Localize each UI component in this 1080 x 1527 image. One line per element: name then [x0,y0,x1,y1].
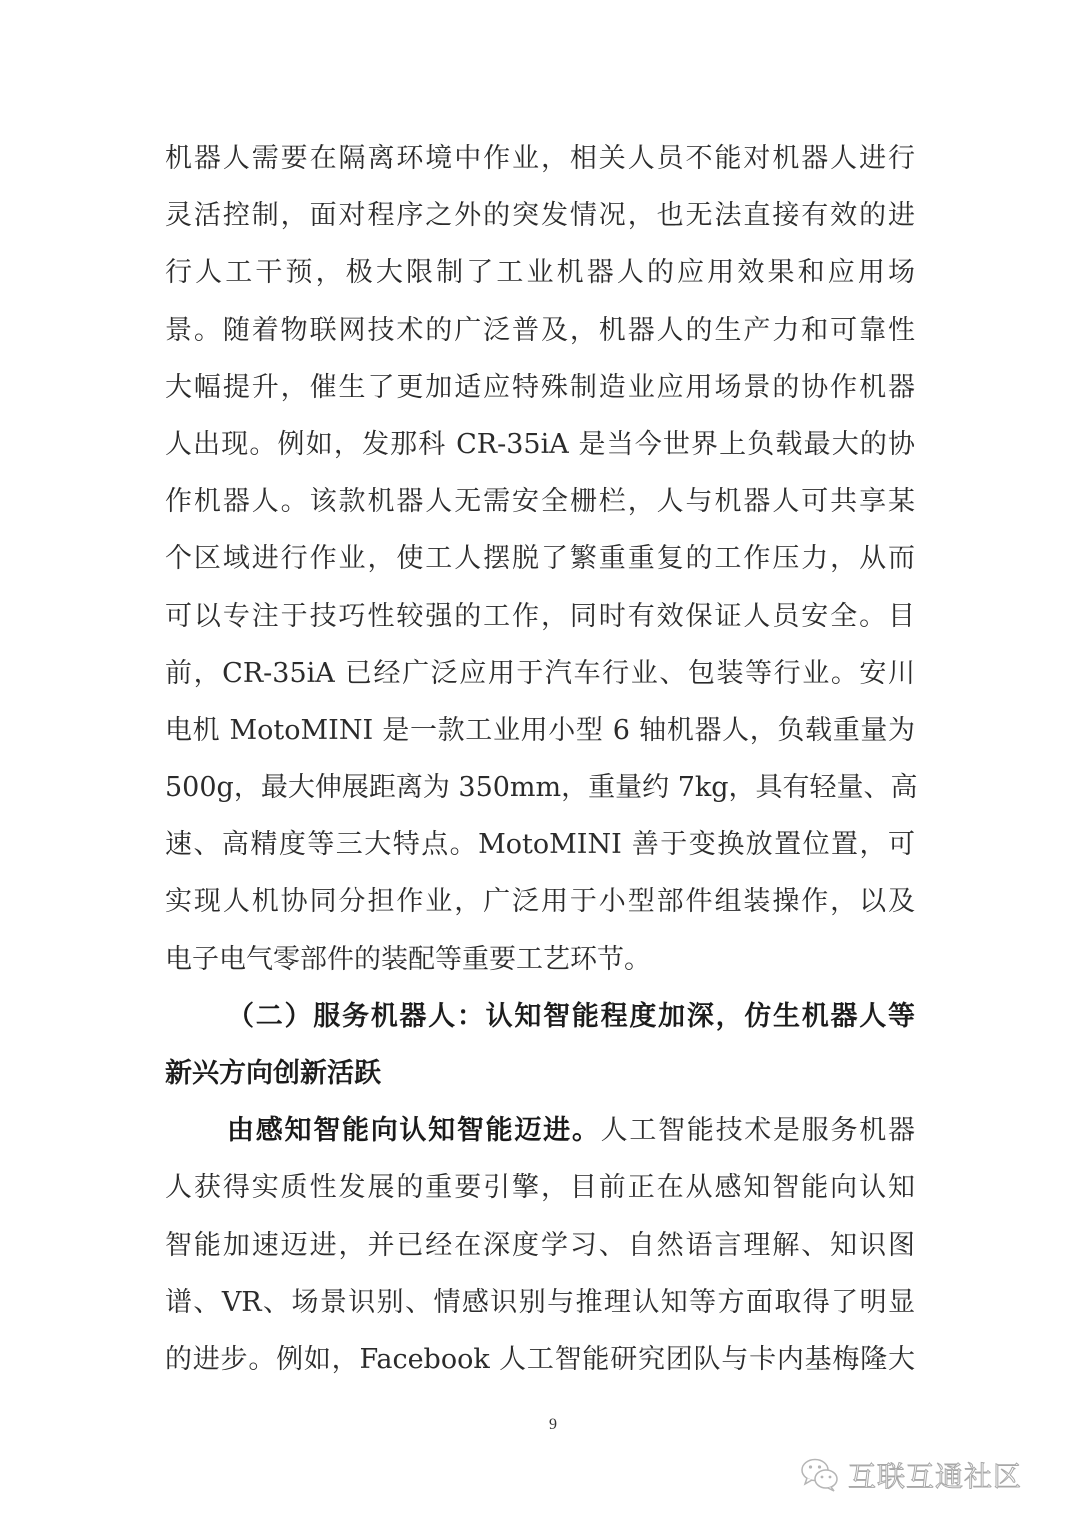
paragraph-line: 行人工干预，极大限制了工业机器人的应用效果和应用场 [165,257,915,289]
lead-line-rest: 人工智能技术是服务机器 [600,1115,916,1147]
paragraph-line: 人获得实质性发展的重要引擎，目前正在从感知智能向认知 [165,1172,915,1204]
watermark-text: 互联互通社区 [848,1460,1023,1493]
paragraph-line: 人出现。例如，发那科 CR-35iA 是当今世界上负载最大的协 [165,428,915,460]
paragraph-line: 速、高精度等三大特点。MotoMINI 善于变换放置位置，可 [165,829,915,861]
paragraph-line: 景。随着物联网技术的广泛普及，机器人的生产力和可靠性 [165,314,915,346]
bold-lead-phrase: 由感知智能向认知智能迈进。 [227,1115,601,1147]
body-text [165,130,918,1388]
paragraph-line: 500g，最大伸展距离为 350mm，重量约 7kg，具有轻量、高 [165,772,918,804]
paragraph-line: 智能加速迈进，并已经在深度学习、自然语言理解、知识图 [165,1229,915,1261]
paragraph-line: 电子电气零部件的装配等重要工艺环节。 [165,943,651,975]
section-heading: （二）服务机器人：认知智能程度加深，仿生机器人等 [227,1000,915,1032]
paragraph-line: 灵活控制，面对程序之外的突发情况，也无法直接有效的进 [165,200,915,232]
paragraph-line: 作机器人。该款机器人无需安全栅栏，人与机器人可共享某 [165,486,915,518]
paragraph-line: 机器人需要在隔离环境中作业，相关人员不能对机器人进行 [165,143,915,174]
paragraph-line: 可以专注于技巧性较强的工作，同时有效保证人员安全。目 [165,600,915,632]
paragraph-line: 电机 MotoMINI 是一款工业用小型 6 轴机器人，负载重量为 [165,714,915,746]
watermark [800,1455,1022,1495]
paragraph-line: 谱、VR、场景识别、情感识别与推理认知等方面取得了明显 [165,1286,915,1318]
paragraph-line: 实现人机协同分担作业，广泛用于小型部件组装操作，以及 [165,886,915,918]
paragraph-line: 前，CR-35iA 已经广泛应用于汽车行业、包装等行业。安川 [165,657,915,689]
paragraph-line: 的进步。例如，Facebook 人工智能研究团队与卡内基梅隆大 [165,1343,915,1375]
section-heading-continued: 新兴方向创新活跃 [165,1058,381,1089]
wechat-icon [800,1457,840,1493]
paragraph-lead-line [165,1102,915,1159]
paragraph-line: 个区域进行作业，使工人摆脱了繁重重复的工作压力，从而 [165,543,915,575]
paragraph-line: 大幅提升，催生了更加适应特殊制造业应用场景的协作机器 [165,371,915,403]
page-number: 9 [549,1416,557,1433]
